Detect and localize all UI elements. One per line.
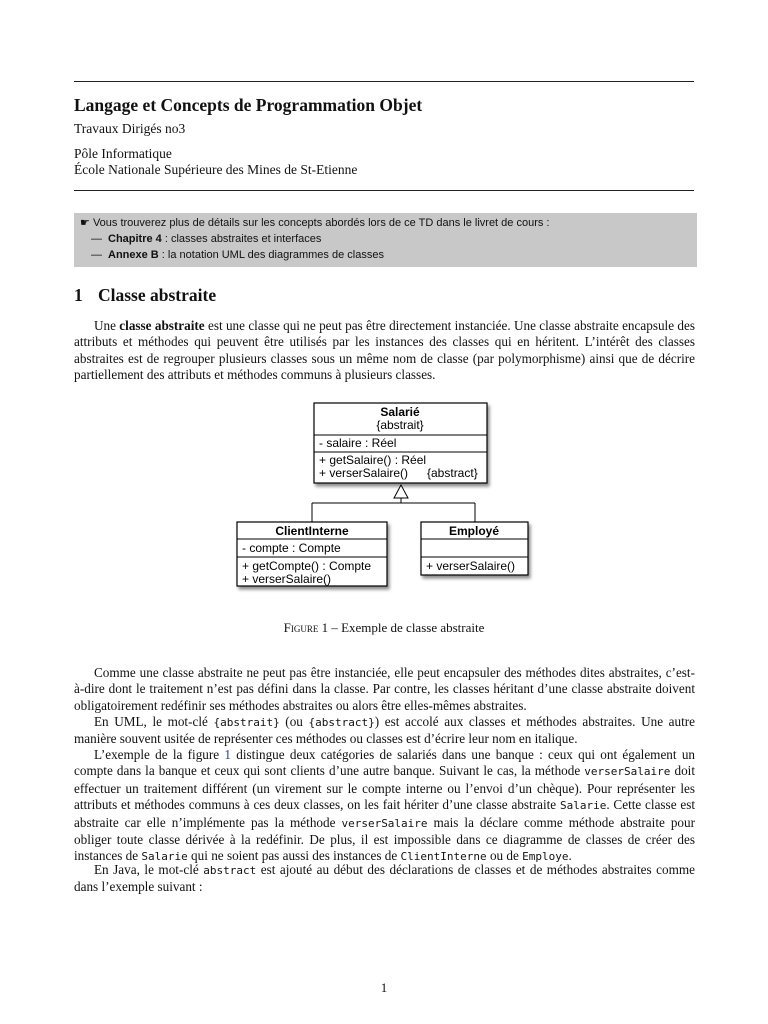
salarie-method: + verserSalaire() — [319, 466, 409, 480]
pointing-hand-icon: ☛ — [80, 217, 90, 229]
clientinterne-attribute: - compte : Compte — [242, 541, 341, 555]
salarie-stereotype: {abstrait} — [376, 418, 424, 432]
clientinterne-method: + verserSalaire() — [242, 572, 332, 586]
salarie-method-tag: {abstract} — [427, 466, 478, 480]
inheritance-connector — [312, 485, 475, 522]
paragraph-definition: Une classe abstraite est une classe qui ne peut pas être directement instanciée. Une classe abstraite encapsule des attributs et méthodes qui peuvent être utilisés par les instances des classes qui en héritent. L’intérêt des classes abstraites est de regrouper plusieurs classes sous un même nom de classe (par polymorphisme) ainsi que de décrire partiellement des attributs et méthodes communs à plusieurs classes. — [74, 318, 695, 383]
clientinterne-method: + getCompte() : Compte — [242, 559, 372, 573]
employe-method: + verserSalaire() — [426, 559, 516, 573]
document-subtitle: Travaux Dirigés no3 — [74, 121, 186, 136]
document-title: Langage et Concepts de Programmation Objet — [74, 95, 423, 115]
paragraph-java: En Java, le mot-clé abstract est ajouté au début des déclarations de classes et de méthodes abstraites comme dans l’exemple suivant : — [74, 862, 695, 895]
paragraph-figure-explanation: L’exemple de la figure 1 distingue deux catégories de salariés dans une banque : ceux qui ont également un compte dans la banque et ceux qui sont clients d’une autre banque. Suivant le cas, la méthode verserSalaire doit effectuer un traitement différent (un virement sur le compte interne ou l’envoi d’un chèque). Pour représenter les attributs et méthodes communs à ces deux classes, on les fait hériter d’une classe abstraite Salarie. Cette classe est abstraite car elle n’implémente pas la méthode verserSalaire mais la déclare comme méthode abstraite pour obliger toute classe dérivée à la redéfinir. De plus, il est impossible dans ce diagramme de classes de créer des instances de Salarie qui ne soient pas aussi des instances de ClientInterne ou de Employe. — [74, 747, 696, 864]
paragraph-abstract-methods: Comme une classe abstraite ne peut pas être instanciée, elle peut encapsuler des méthodes dites abstraites, c’est-à-dire dont le traitement n’est pas défini dans la classe. Par contre, les classes héritant d’une classe abstraite doivent obligatoirement redéfinir ses méthodes abstraites ou alors être elles-mêmes abstraites. — [74, 665, 695, 713]
figure-caption: Figure 1 – Exemple de classe abstraite — [283, 620, 485, 635]
uml-class-salarie — [314, 403, 487, 483]
institution-line-1: Pôle Informatique — [74, 146, 172, 161]
salarie-attribute: - salaire : Réel — [319, 436, 397, 450]
salarie-class-name: Salarié — [380, 405, 420, 419]
paragraph-uml-notation: En UML, le mot-clé {abstrait} (ou {abstract}) est accolé aux classes et méthodes abstraites. Une autre manière souvent usitée de représenter ces méthodes ou classes est d’écrire leur nom en italique. — [74, 714, 696, 747]
institution-line-2: École Nationale Supérieure des Mines de St-Etienne — [74, 162, 358, 177]
figure-reference-link[interactable]: 1 — [224, 747, 231, 762]
note-item: — Chapitre 4 : classes abstraites et interfaces — [91, 233, 322, 245]
section-heading: 1 Classe abstraite — [74, 285, 217, 305]
uml-class-employe — [421, 522, 528, 575]
salarie-method: + getSalaire() : Réel — [319, 453, 427, 467]
note-intro: Vous trouverez plus de détails sur les concepts abordés lors de ce TD dans le livret de cours : — [92, 217, 550, 229]
uml-class-clientinterne — [237, 522, 387, 586]
page-number: 1 — [380, 980, 388, 995]
clientinterne-class-name: ClientInterne — [275, 524, 349, 538]
note-item: — Annexe B : la notation UML des diagrammes de classes — [91, 249, 384, 261]
employe-class-name: Employé — [448, 524, 500, 538]
